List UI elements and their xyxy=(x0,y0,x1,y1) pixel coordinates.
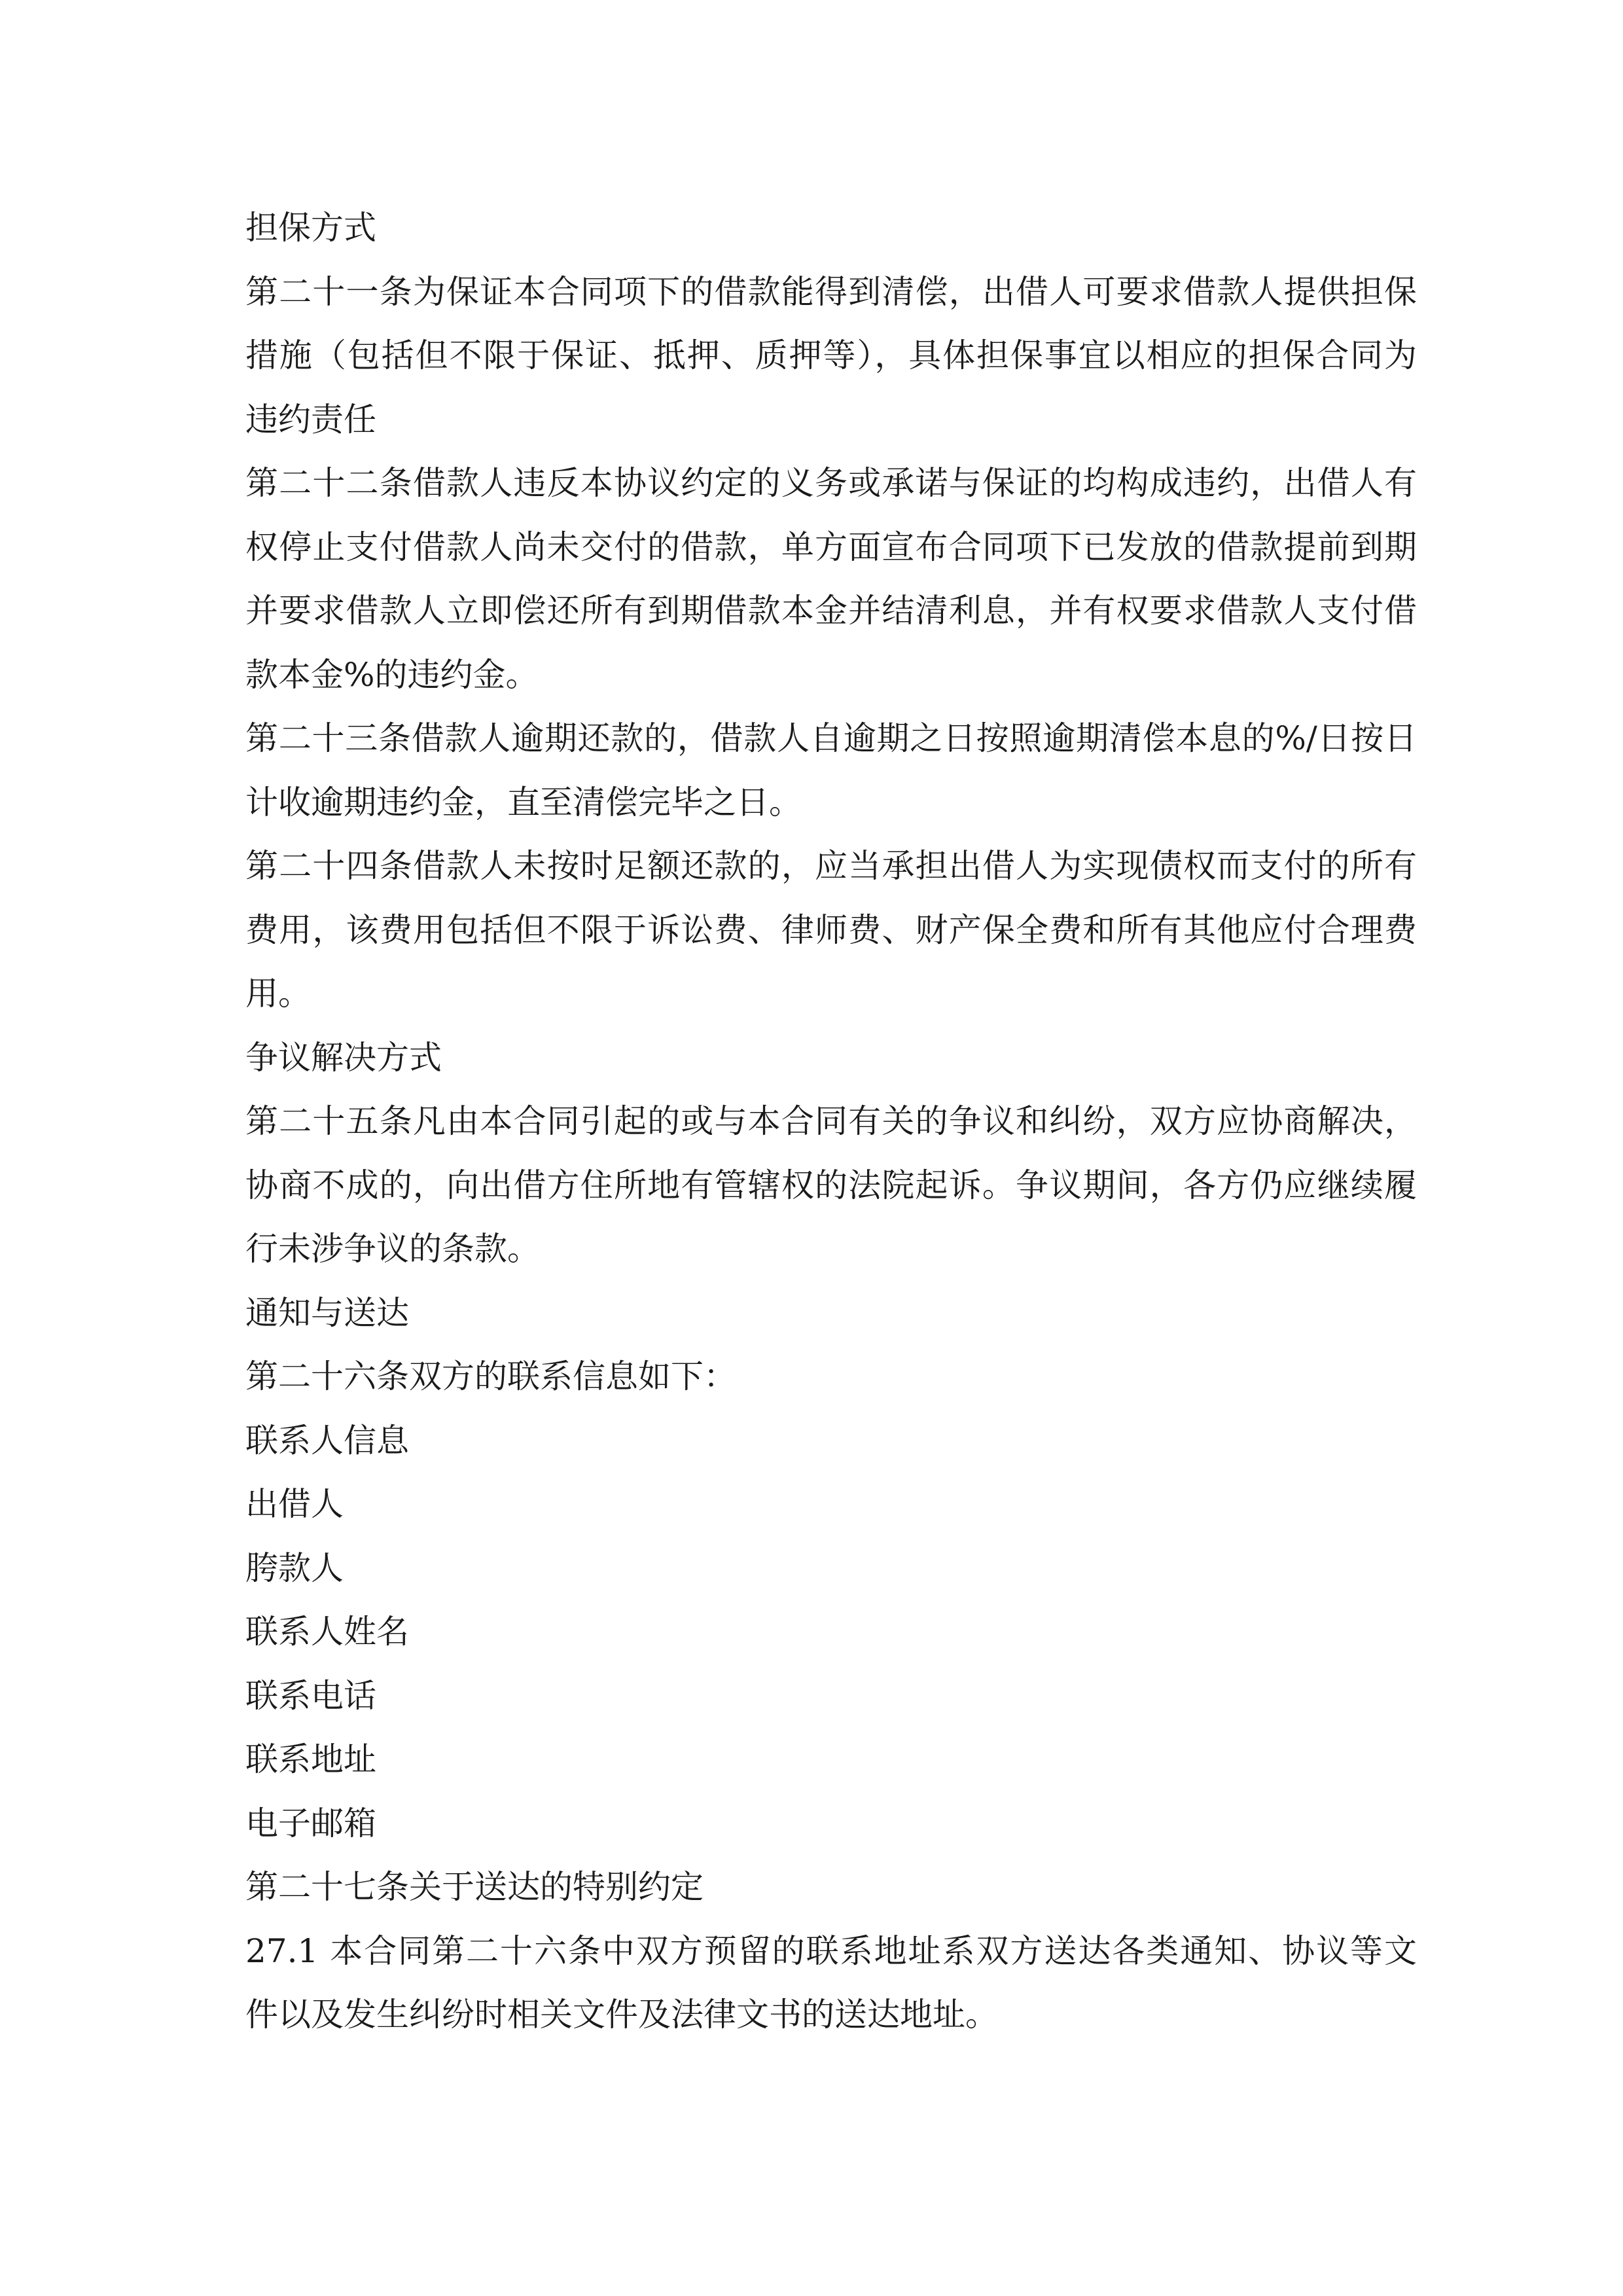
article-22-line-2: 权停止支付借款人尚未交付的借款，单方面宣布合同项下已发放的借款提前到期 xyxy=(245,528,1417,566)
document-body xyxy=(245,196,1417,2047)
section-heading-guarantee: 担保方式 xyxy=(245,209,376,247)
article-22-line-4: 款本金%的违约金。 xyxy=(245,655,539,694)
article-24-line-2: 费用，该费用包括但不限于诉讼费、律师费、财产保全费和所有其他应付合理费 xyxy=(245,910,1417,949)
article-22-line-1: 第二十二条借款人违反本协议约定的义务或承诺与保证的均构成违约，出借人有 xyxy=(245,464,1417,502)
article-27-1-line-1: 27.1 本合同第二十六条中双方预留的联系地址系双方送达各类通知、协议等文 xyxy=(245,1931,1417,1970)
email-label: 电子邮箱 xyxy=(245,1804,376,1842)
article-25-line-1: 第二十五条凡由本合同引起的或与本合同有关的争议和纠纷，双方应协商解决， xyxy=(245,1102,1417,1140)
contact-name-label: 联系人姓名 xyxy=(245,1613,409,1651)
article-22-line-3: 并要求借款人立即偿还所有到期借款本金并结清利息，并有权要求借款人支付借 xyxy=(245,592,1417,630)
contact-info-label: 联系人信息 xyxy=(245,1421,409,1460)
article-24-line-3: 用。 xyxy=(245,975,311,1013)
article-27-1-line-2: 件以及发生纠纷时相关文件及法律文书的送达地址。 xyxy=(245,1996,998,2034)
article-23-line-1: 第二十三条借款人逾期还款的，借款人自逾期之日按照逾期清偿本息的%/日按日 xyxy=(245,719,1417,757)
article-27-heading: 第二十七条关于送达的特别约定 xyxy=(245,1868,704,1906)
article-25-line-2: 协商不成的，向出借方住所地有管辖权的法院起诉。争议期间，各方仍应继续履 xyxy=(245,1166,1417,1204)
article-21-line-1: 第二十一条为保证本合同项下的借款能得到清偿，出借人可要求借款人提供担保 xyxy=(245,272,1417,311)
section-heading-liability: 违约责任 xyxy=(245,400,376,439)
lender-label: 出借人 xyxy=(245,1485,344,1523)
contact-phone-label: 联系电话 xyxy=(245,1676,376,1715)
article-21-line-2: 措施（包括但不限于保证、抵押、质押等），具体担保事宜以相应的担保合同为 xyxy=(245,336,1417,374)
section-heading-notice: 通知与送达 xyxy=(245,1293,409,1332)
section-heading-dispute: 争议解决方式 xyxy=(245,1038,442,1077)
article-26-line-1: 第二十六条双方的联系信息如下： xyxy=(245,1357,736,1395)
article-23-line-2: 计收逾期违约金，直至清偿完毕之日。 xyxy=(245,783,802,821)
borrower-label: 胯款人 xyxy=(245,1549,344,1587)
article-25-line-3: 行未涉争议的条款。 xyxy=(245,1230,540,1268)
article-24-line-1: 第二十四条借款人未按时足额还款的，应当承担出借人为实现债权而支付的所有 xyxy=(245,847,1417,885)
contact-address-label: 联系地址 xyxy=(245,1740,376,1778)
